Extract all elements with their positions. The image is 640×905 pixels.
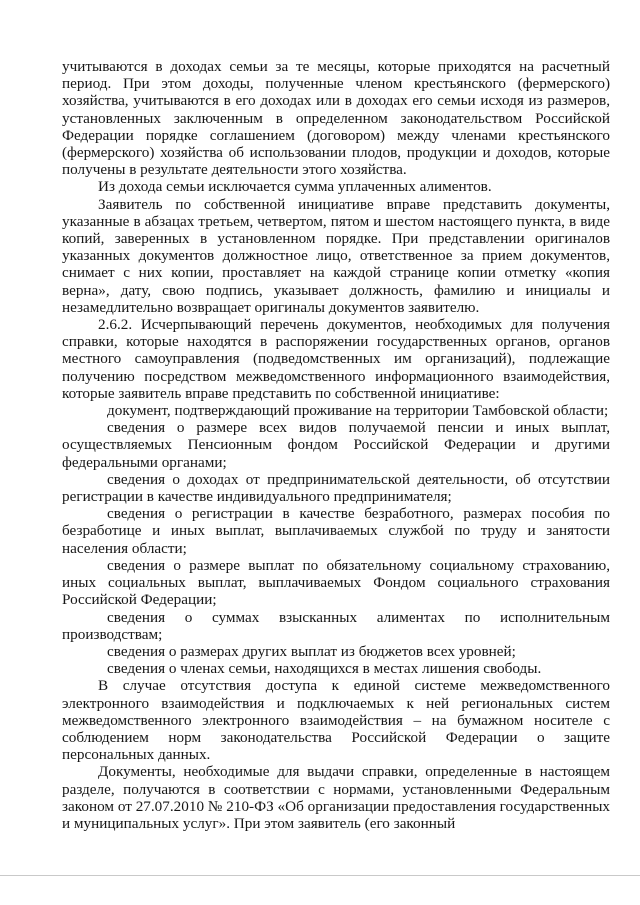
list-item: сведения о размере выплат по обязательному социальному страхованию, иных социальных выплат, выплачиваемых Фондом социального страхования Российской Федерации; [62,556,610,609]
page-bottom-divider [0,875,640,876]
list-item: сведения о размере всех видов получаемой пенсии и иных выплат, осуществляемых Пенсионным фондом Российской Федерации и другими федеральными органами; [62,419,610,471]
paragraph-income-accounting: учитываются в доходах семьи за те месяцы, которые приходятся на расчетный период. При этом доходы, полученные членом крестьянского (фермерского) хозяйства, учитываются в его доходах или в доходах его семьи исходя из размеров, установленных заключенным в определенном законодательством Российской Федерации порядке соглашением (договором) между членами крестьянского (фермерского) хозяйства об использовании плодов, продукции и доходов, которые получены в результате деятельности этого хозяйства. [62,58,610,179]
list-item: документ, подтверждающий проживание на территории Тамбовской области; [107,402,609,420]
paragraph-no-access: В случае отсутствия доступа к единой системе межведомственного электронного взаимодействия и подключаемых к ней региональных систем межведомственного электронного взаимодействия – на бумажном носителе с соблюдением норм законодательства Российской Федерации о защите персональных данных. [62,677,610,764]
list-item: сведения о размерах других выплат из бюджетов всех уровней; [107,642,516,660]
list-item: сведения о доходах от предпринимательской деятельности, об отсутствии регистрации в качестве индивидуального предпринимателя; [62,470,610,506]
paragraph-alimony-exclusion: Из дохода семьи исключается сумма уплаченных алиментов. [98,178,492,196]
list-item: сведения о суммах взысканных алиментах по исполнительным производствам; [62,608,610,643]
document-body [62,58,610,832]
list-item: сведения о регистрации в качестве безработного, размерах пособия по безработице и иных выплат, выплачиваемых службой по труду и занятости населения области; [62,505,610,557]
paragraph-documents-law: Документы, необходимые для выдачи справки, определенные в настоящем разделе, получаются в соответствии с нормами, установленными Федеральным законом от 27.07.2010 № 210-ФЗ «Об организации предоставления государственных и муниципальных услуг». При этом заявитель (его законный [62,763,610,832]
list-item: сведения о членах семьи, находящихся в местах лишения свободы. [107,660,542,678]
paragraph-section-2-6-2: 2.6.2. Исчерпывающий перечень документов, необходимых для получения справки, которые находятся в распоряжении государственных органов, органов местного самоуправления (подведомственных им организаций), подлежащие получению посредством межведомственного информационного взаимодействия, которые заявитель вправе представить по собственной инициативе: [62,316,610,402]
paragraph-applicant-initiative: Заявитель по собственной инициативе вправе представить документы, указанные в абзацах третьем, четвертом, пятом и шестом настоящего пункта, в виде копий, заверенных в установленном порядке. При представлении оригиналов указанных документов должностное лицо, ответственное за прием документов, снимает с них копии, проставляет на каждой странице копии отметку «копия верна», дату, свою подпись, указывает должность, фамилию и инициалы и незамедлительно возвращает оригиналы документов заявителю. [62,195,610,316]
